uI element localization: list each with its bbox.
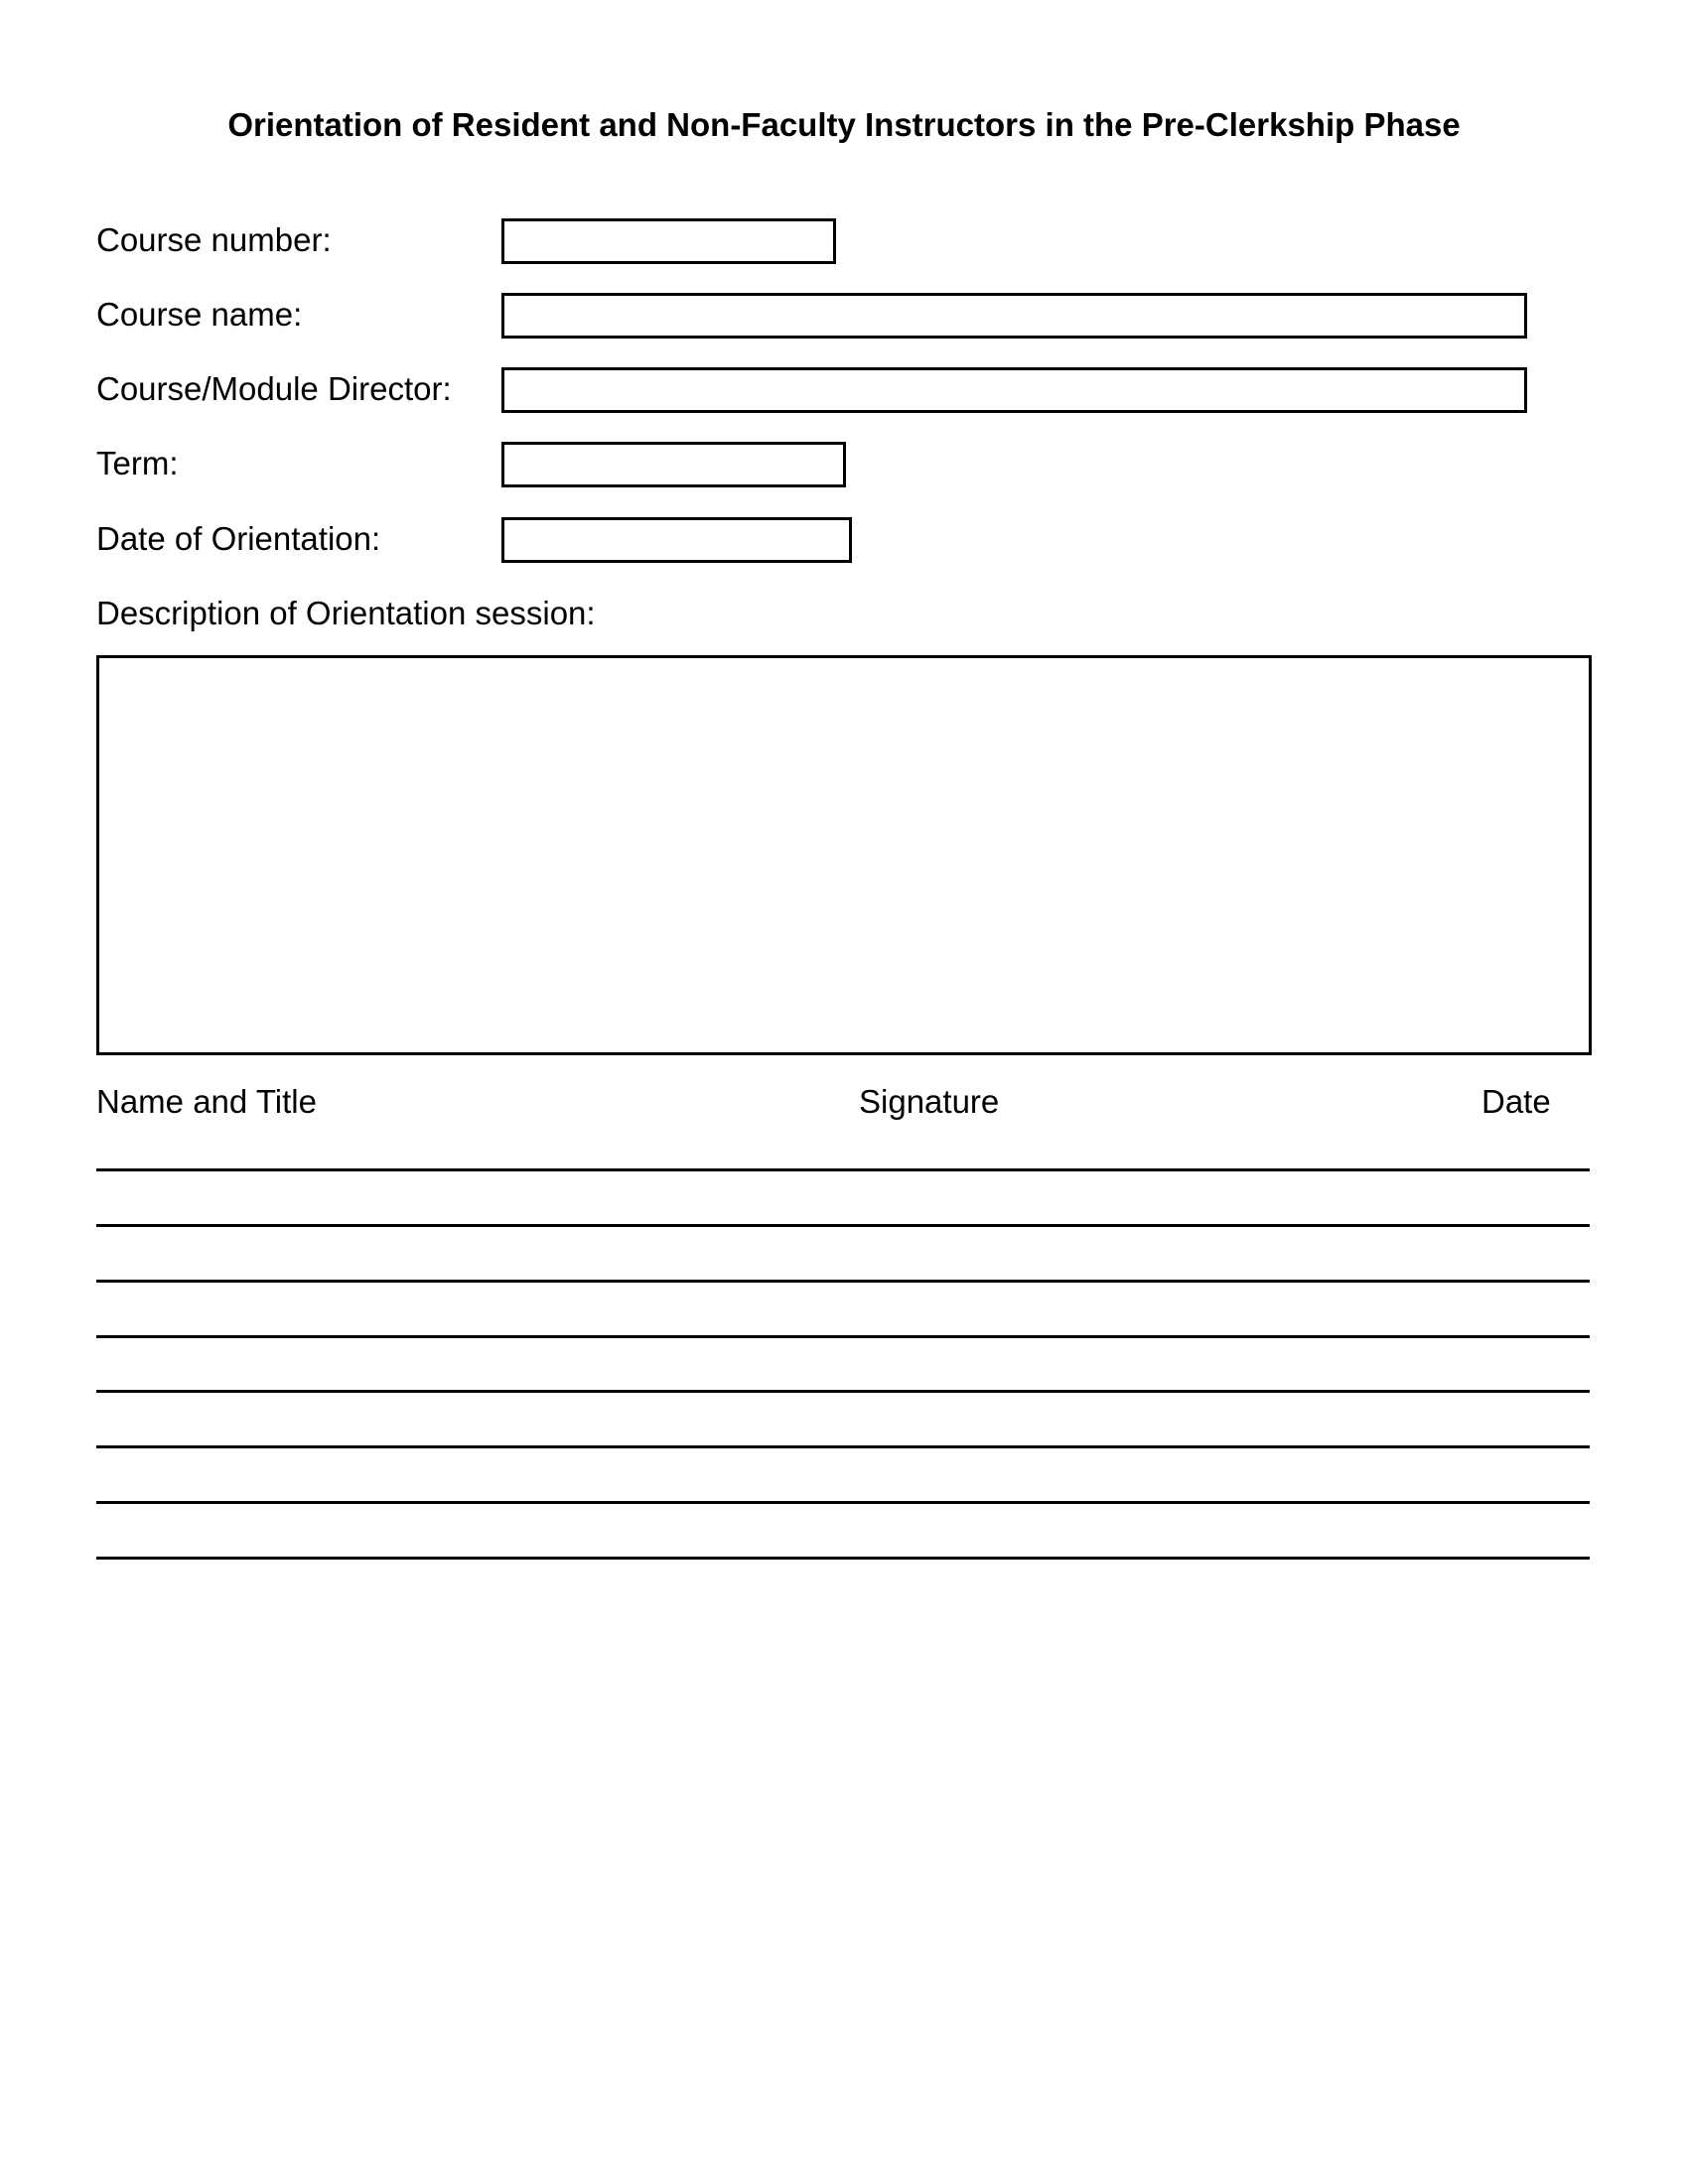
term-label: Term:	[96, 445, 179, 481]
name-and-title-header: Name and Title	[96, 1083, 317, 1120]
form-title: Orientation of Resident and Non-Faculty Instructors in the Pre-Clerkship Phase	[227, 106, 1461, 143]
signature-line[interactable]	[96, 1280, 1590, 1283]
signature-line[interactable]	[96, 1168, 1590, 1171]
signature-line[interactable]	[96, 1335, 1590, 1338]
term-field[interactable]	[501, 442, 846, 487]
description-field[interactable]	[96, 655, 1592, 1055]
date-of-orientation-label: Date of Orientation:	[96, 520, 381, 557]
course-number-field[interactable]	[501, 218, 836, 264]
course-name-label: Course name:	[96, 296, 303, 333]
director-label: Course/Module Director:	[96, 370, 452, 407]
course-name-field[interactable]	[501, 293, 1527, 339]
director-field[interactable]	[501, 367, 1527, 413]
course-number-label: Course number:	[96, 221, 332, 258]
description-label: Description of Orientation session:	[96, 595, 596, 631]
signature-header: Signature	[859, 1083, 1000, 1120]
signature-line[interactable]	[96, 1224, 1590, 1227]
signature-line[interactable]	[96, 1557, 1590, 1560]
signature-line[interactable]	[96, 1390, 1590, 1393]
signature-line[interactable]	[96, 1501, 1590, 1504]
date-header: Date	[1481, 1083, 1551, 1120]
date-of-orientation-field[interactable]	[501, 517, 852, 563]
signature-line[interactable]	[96, 1445, 1590, 1448]
